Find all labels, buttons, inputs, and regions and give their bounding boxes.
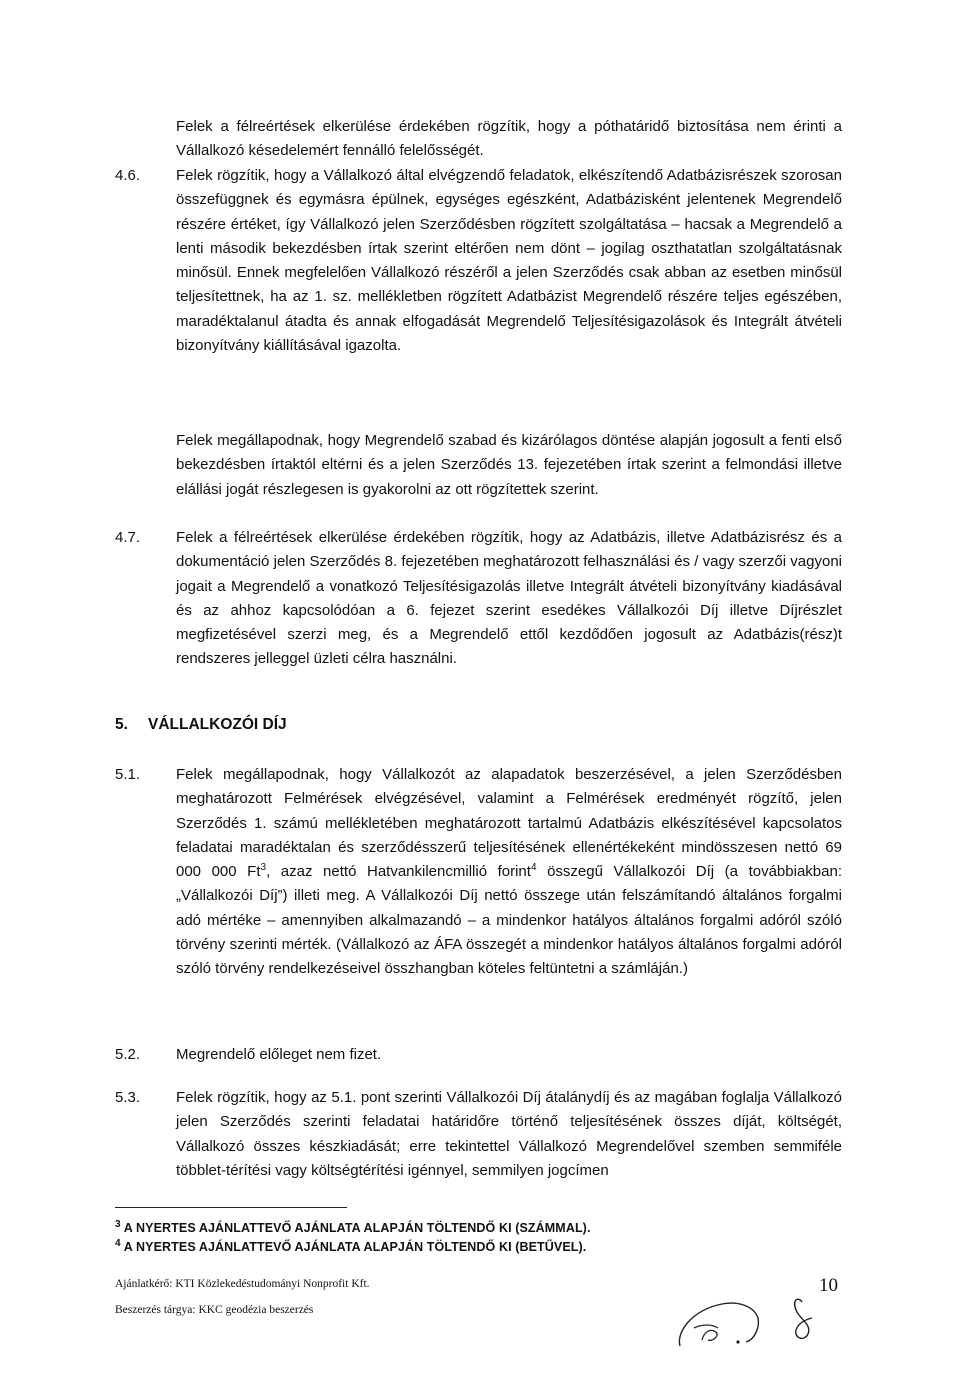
footnote-3-text: A NYERTES AJÁNLATTEVŐ AJÁNLATA ALAPJÁN TÖLTENDŐ KI (SZÁMMAL). xyxy=(123,1221,591,1235)
section-4-6-text: Felek rögzítik, hogy a Vállalkozó által elvégzendő feladatok, elkészítendő Adatbázisrészek szorosan összefüggnek és egymásra épülnek, egységes egészként, Adatbázisként jelentenek Megrendelő részére értéket, így Vállalkozó jelen Szerződésben rögzített szolgáltatása – hacsak a Megrendelő a lenti második bekezdésben írtak szerint eltérően nem dönt – jogilag oszthatatlan szolgáltatásnak minősül. Ennek megfelelően Vállalkozó részéről a jelen Szerződés csak abban az esetben minősül teljesítettnek, ha az 1. sz. mellékletben rögzített Adatbázist Megrendelő részére teljes egészében, maradéktalanul átadta és annak elfogadását Megrendelő Teljesítésigazolások és Integrált átvételi bizonyítvány kiállításával igazolta. xyxy=(176,167,842,355)
section-4-6-number: 4.6. xyxy=(115,167,141,184)
handwritten-initials xyxy=(672,1288,822,1358)
footnote-4 xyxy=(115,1238,586,1256)
section-5-heading-number: 5. xyxy=(115,716,128,733)
footnote-separator xyxy=(115,1207,347,1208)
section-5-heading-title: VÁLLALKOZÓI DÍJ xyxy=(148,716,287,733)
footnote-ref-4: 4 xyxy=(530,862,537,874)
section-5-1-text xyxy=(176,763,842,982)
section-5-3-text: Felek rögzítik, hogy az 5.1. pont szerinti Vállalkozói Díj átalánydíj és az magában foglalja Vállalkozó jelen Szerződés szerinti feladatai határidőre történő teljesítésének összes díját, költségét, Vállalkozó összes készkiadását; erre tekintettel Vállalkozó Megrendelővel szemben semmiféle többlet-térítési vagy költségtérítési igénnyel, semmilyen jogcímen xyxy=(176,1089,842,1179)
footer-contracting-authority: Ajánlatkérő: KTI Közlekedéstudományi Nonprofit Kft. xyxy=(115,1278,370,1290)
footnote-4-mark: 4 xyxy=(115,1238,121,1249)
section-5-1-text-part1: Felek megállapodnak, hogy Vállalkozót az alapadatok beszerzésével, a jelen Szerződésben meghatározott Felmérések elvégzésével, valamint a Felmérések eredményét rögzítő, jelen Szerződés 1. számú mellékletében meghatározott tartalmú Adatbázis elkészítésével kapcsolatos feladatai maradéktalan és szerződésszerű teljesítésének ellenértékeként mindösszesen nettó 69 000 000 Ft xyxy=(176,766,842,881)
page-number: 10 xyxy=(819,1275,838,1296)
section-5-3-number: 5.3. xyxy=(115,1089,141,1106)
section-5-2-text: Megrendelő előleget nem fizet. xyxy=(176,1046,382,1063)
footnote-3-mark: 3 xyxy=(115,1219,121,1230)
section-5-2-number: 5.2. xyxy=(115,1046,141,1063)
intro-paragraph: Felek a félreértések elkerülése érdekében rögzítik, hogy a póthatáridő biztosítása nem érinti a Vállalkozó késedelemért fennálló felelősségét. xyxy=(176,118,842,160)
footer-procurement-subject: Beszerzés tárgya: KKC geodézia beszerzés xyxy=(115,1304,314,1316)
section-5-1-text-part2: , azaz nettó Hatvankilencmillió forint xyxy=(266,863,531,881)
section-5-1-text-part3: összegű Vállalkozói Díj (a továbbiakban: „Vállalkozói Díj”) illeti meg. A Vállalkozói Díj nettó összege után felszámítandó általános forgalmi adó mértéke – amennyiben alkalmazandó – a mindenkor hatályos általános forgalmi adóról szóló törvény szerinti mérték. (Vállalkozó az ÁFA összegét a mindenkor hatályos általános forgalmi adóról szóló törvény rendelkezéseivel összhangban köteles feltüntetni a számláján.) xyxy=(176,863,842,978)
section-4-7-number: 4.7. xyxy=(115,529,141,546)
footnote-ref-3: 3 xyxy=(260,862,267,874)
footnote-3 xyxy=(115,1219,591,1237)
section-4-6-second-paragraph: Felek megállapodnak, hogy Megrendelő szabad és kizárólagos döntése alapján jogosult a fenti első bekezdésben írtaktól eltérni és a jelen Szerződés 13. fejezetében írtak szerint a felmondási illetve elállási jogát részlegesen is gyakorolni az ott rögzítettek szerint. xyxy=(176,432,842,498)
footnote-4-text: A NYERTES AJÁNLATTEVŐ AJÁNLATA ALAPJÁN TÖLTENDŐ KI (BETŰVEL). xyxy=(123,1240,587,1254)
section-5-heading xyxy=(115,713,287,737)
section-5-1-number: 5.1. xyxy=(115,766,141,783)
section-4-7-text: Felek a félreértések elkerülése érdekében rögzítik, hogy az Adatbázis, illetve Adatbázisrész és a dokumentáció jelen Szerződés 8. fejezetében meghatározott felhasználási és / vagy szerzői vagyoni jogait a Megrendelő a vonatkozó Teljesítésigazolás illetve Integrált átvételi bizonyítvány kiadásával és az ahhoz kapcsolódóan a 6. fejezet szerint esedékes Vállalkozói Díj illetve Díjrészlet megfizetésével szerzi meg, és a Megrendelő ettől kezdődően jogosult az Adatbázis(rész)t rendszeres jelleggel üzleti célra használni. xyxy=(176,529,842,668)
